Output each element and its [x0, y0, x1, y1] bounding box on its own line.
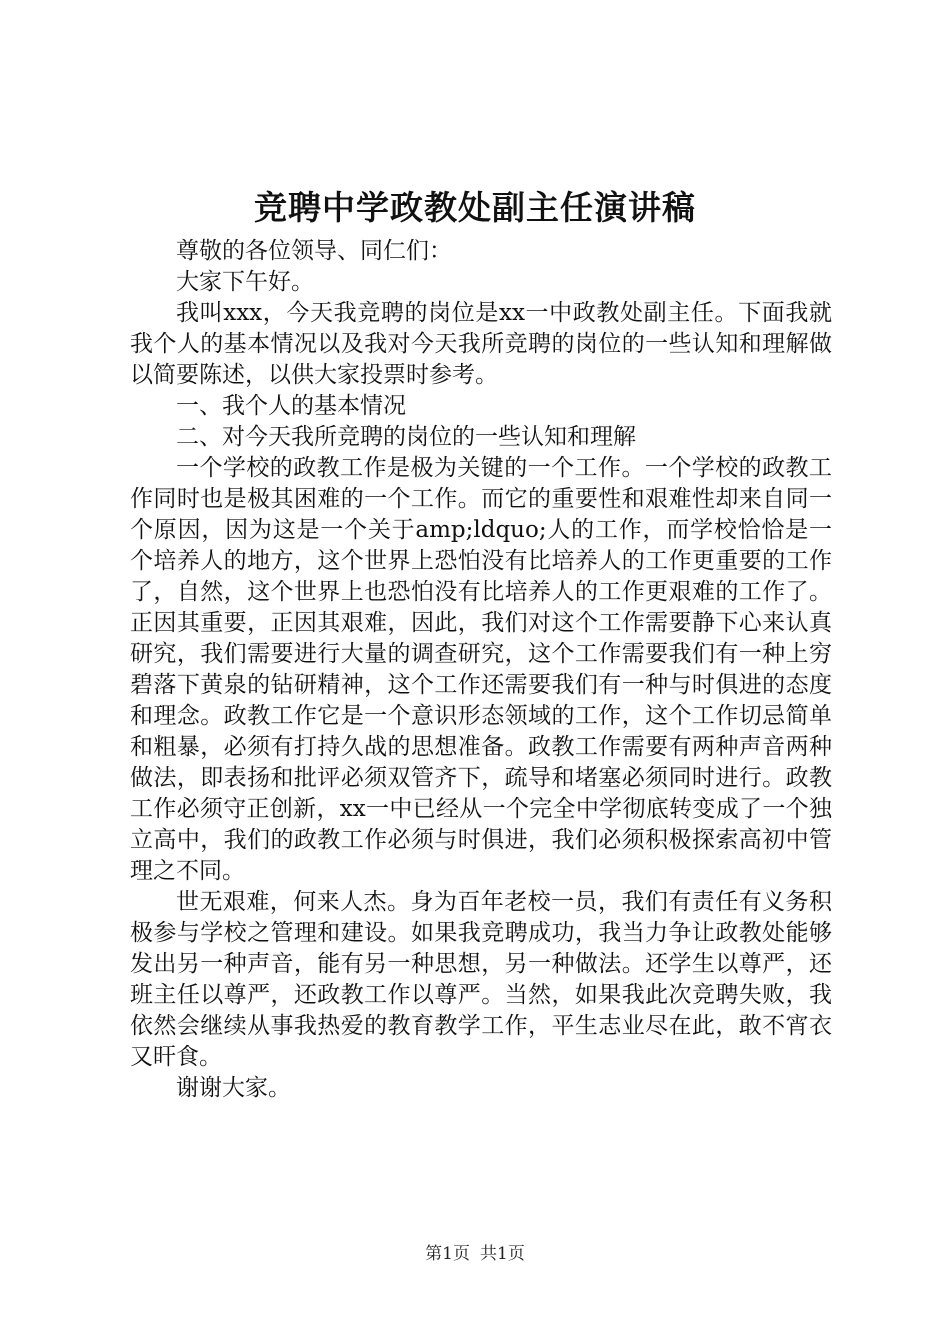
- document-body: [130, 236, 832, 1104]
- page-footer: [0, 1243, 950, 1265]
- page-number-current: 第1页: [425, 1244, 470, 1264]
- closing-thanks: 谢谢大家。: [176, 1075, 291, 1101]
- section-heading-1: 一、我个人的基本情况: [176, 393, 406, 419]
- paragraph-commitment: 世无艰难，何来人杰。身为百年老校一员，我们有责任有义务积极参与学校之管理和建设。如果我竞聘成功，我当力争让政教处能够发出另一种声音，能有另一种思想，另一种做法。还学生以尊严，还班主任以尊严，还政教工作以尊严。当然，如果我此次竞聘失败，我依然会继续从事我热爱的教育教学工作，平生志业尽在此，敢不宵衣又旰食。: [130, 889, 832, 1070]
- paragraph-understanding: 一个学校的政教工作是极为关键的一个工作。一个学校的政教工作同时也是极其困难的一个工作。而它的重要性和艰难性却来自同一个原因，因为这是一个关于amp;ldquo;人的工作，而学校恰恰是一个培养人的地方，这个世界上恐怕没有比培养人的工作更重要的工作了，自然，这个世界上也恐怕没有比培养人的工作更艰难的工作了。正因其重要，正因其艰难，因此，我们对这个工作需要静下心来认真研究，我们需要进行大量的调查研究，这个工作需要我们有一种上穷碧落下黄泉的钻研精神，这个工作还需要我们有一种与时俱进的态度和理念。政教工作它是一个意识形态领域的工作，这个工作切忌简单和粗暴，必须有打持久战的思想准备。政教工作需要有两种声音两种做法，即表扬和批评必须双管齐下，疏导和堵塞必须同时进行。政教工作必须守正创新，xx一中已经从一个完全中学彻底转变成了一个独立高中，我们的政教工作必须与时俱进，我们必须积极探索高初中管理之不同。: [130, 455, 832, 884]
- page-number-total: 共1页: [480, 1244, 525, 1264]
- greeting: 大家下午好。: [176, 269, 314, 295]
- salutation: 尊敬的各位领导、同仁们：: [176, 238, 452, 264]
- section-heading-2: 二、对今天我所竞聘的岗位的一些认知和理解: [176, 424, 636, 450]
- paragraph-introduction: 我叫xxx，今天我竞聘的岗位是xx一中政教处副主任。下面我就我个人的基本情况以及我对今天我所竞聘的岗位的一些认知和理解做以简要陈述，以供大家投票时参考。: [130, 300, 832, 388]
- document-title: 竞聘中学政教处副主任演讲稿: [254, 188, 696, 227]
